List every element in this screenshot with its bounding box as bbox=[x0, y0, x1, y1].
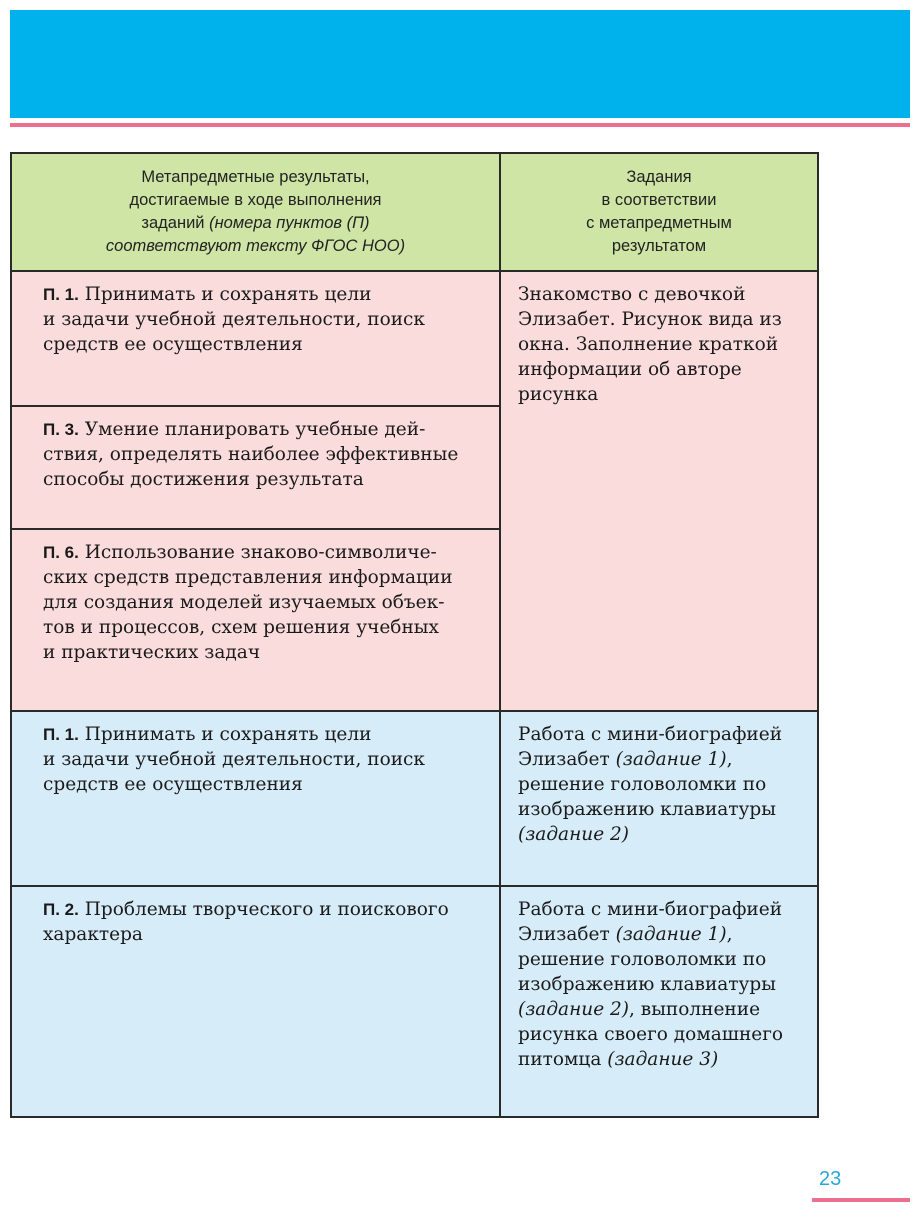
header-right-line-3: с метапредметным bbox=[586, 214, 732, 232]
task-cell-blue-1 bbox=[500, 711, 818, 886]
bottom-accent-rule bbox=[812, 1198, 910, 1202]
task-blue2-line-7-plain: питомца bbox=[518, 1049, 608, 1070]
header-left-line-2: достигаемые в ходе выполнения bbox=[129, 191, 382, 209]
task-blue2-line-5-italic: (задание 2) bbox=[518, 999, 630, 1020]
row-divider-left-2 bbox=[10, 528, 501, 530]
row-divider-blue bbox=[10, 885, 819, 887]
result-3-line-1-text: Использование знаково-символиче- bbox=[84, 542, 437, 563]
result-3-line-5: и практических задач bbox=[43, 642, 261, 663]
task-blue2-line-7-italic: (задание 3) bbox=[607, 1049, 719, 1070]
result-4-line-3: средств ее осуществления bbox=[43, 774, 303, 795]
result-5-line-1-text: Проблемы творческого и поискового bbox=[84, 899, 449, 920]
top-color-band bbox=[10, 10, 910, 118]
table-border-left bbox=[10, 152, 12, 1118]
task-blue2-line-4: изображению клавиатуры bbox=[518, 974, 776, 995]
task-blue2-line-2 bbox=[518, 922, 804, 947]
task-blue1-line-5: (задание 2) bbox=[518, 824, 630, 845]
task-blue1-line-2-end: , bbox=[726, 749, 733, 770]
header-right-line-4: результатом bbox=[611, 237, 707, 255]
task-pink-line-4: информации об авторе bbox=[518, 359, 742, 380]
table-border-bottom bbox=[10, 1116, 819, 1118]
task-blue1-line-2 bbox=[518, 747, 804, 772]
task-blue2-line-1: Работа с мини-биографией bbox=[518, 899, 783, 920]
result-cell-1 bbox=[11, 271, 500, 406]
result-2-line-3: способы достижения результата bbox=[43, 469, 364, 490]
result-cell-5 bbox=[11, 886, 500, 1117]
result-2-number: П. 3. bbox=[43, 420, 79, 439]
result-1-line-1 bbox=[43, 282, 482, 307]
result-5-line-2: характера bbox=[43, 924, 143, 945]
result-cell-2 bbox=[11, 406, 500, 529]
result-2-line-1 bbox=[43, 417, 482, 442]
header-right-line-2: в соответствии bbox=[601, 191, 717, 209]
result-3-line-2: ских средств представления информации bbox=[43, 567, 453, 588]
task-blue1-line-1: Работа с мини-биографией bbox=[518, 724, 783, 745]
result-1-line-3: средств ее осуществления bbox=[43, 334, 303, 355]
result-4-number: П. 1. bbox=[43, 725, 79, 744]
result-1-line-2: и задачи учебной деятельности, поиск bbox=[43, 309, 425, 330]
header-right-line-1: Задания bbox=[626, 168, 692, 186]
header-left-line-1: Метапредметные результаты, bbox=[141, 168, 370, 186]
result-3-line-1 bbox=[43, 540, 482, 565]
header-left-line-3 bbox=[11, 212, 500, 235]
header-left-line-4: соответствуют тексту ФГОС НОО) bbox=[105, 237, 406, 255]
result-4-line-2: и задачи учебной деятельности, поиск bbox=[43, 749, 425, 770]
header-left-cell bbox=[11, 153, 500, 271]
header-left-line-3-plain: заданий bbox=[141, 214, 210, 232]
task-blue2-line-3: решение головоломки по bbox=[518, 949, 767, 970]
result-3-line-4: тов и процессов, схем решения учебных bbox=[43, 617, 439, 638]
task-pink-line-1: Знакомство с девочкой bbox=[518, 284, 746, 305]
top-accent-rule bbox=[10, 123, 910, 127]
task-pink-line-5: рисунка bbox=[518, 384, 599, 405]
row-divider-section bbox=[10, 710, 819, 712]
result-5-line-1 bbox=[43, 897, 482, 922]
result-1-number: П. 1. bbox=[43, 285, 79, 304]
result-2-line-1-text: Умение планировать учебные дей- bbox=[84, 419, 426, 440]
task-cell-pink bbox=[500, 271, 818, 711]
result-3-line-3: для создания моделей изучаемых объек- bbox=[43, 592, 445, 613]
task-pink-line-2: Элизабет. Рисунок вида из bbox=[518, 309, 782, 330]
result-5-number: П. 2. bbox=[43, 900, 79, 919]
row-divider-header bbox=[10, 270, 819, 272]
task-blue1-line-3: решение головоломки по bbox=[518, 774, 767, 795]
result-cell-4 bbox=[11, 711, 500, 886]
task-blue2-line-2-plain: Элизабет bbox=[518, 924, 616, 945]
task-cell-blue-2 bbox=[500, 886, 818, 1117]
table-border-top bbox=[10, 152, 819, 154]
task-blue2-line-6: рисунка своего домашнего bbox=[518, 1024, 784, 1045]
task-blue2-line-2-end: , bbox=[726, 924, 733, 945]
task-blue2-line-5-end: , выполнение bbox=[629, 999, 761, 1020]
header-right-cell bbox=[500, 153, 818, 271]
result-2-line-2: ствия, определять наиболее эффективные bbox=[43, 444, 459, 465]
table-border-right bbox=[817, 152, 819, 1118]
result-1-line-1-text: Принимать и сохранять цели bbox=[84, 284, 372, 305]
result-4-line-1 bbox=[43, 722, 482, 747]
row-divider-left-1 bbox=[10, 405, 501, 407]
task-blue1-line-2-italic: (задание 1) bbox=[615, 749, 727, 770]
header-left-line-3-italic: (номера пунктов (П) bbox=[209, 214, 370, 232]
result-4-line-1-text: Принимать и сохранять цели bbox=[84, 724, 372, 745]
result-cell-3 bbox=[11, 529, 500, 711]
page-number: 23 bbox=[819, 1168, 842, 1190]
task-pink-line-3: окна. Заполнение краткой bbox=[518, 334, 779, 355]
task-blue2-line-2-italic: (задание 1) bbox=[615, 924, 727, 945]
task-blue1-line-2-plain: Элизабет bbox=[518, 749, 616, 770]
task-blue2-line-5 bbox=[518, 997, 804, 1022]
result-3-number: П. 6. bbox=[43, 543, 79, 562]
task-blue1-line-4: изображению клавиатуры bbox=[518, 799, 776, 820]
task-blue2-line-7 bbox=[518, 1047, 804, 1072]
table-column-divider bbox=[499, 152, 501, 1118]
